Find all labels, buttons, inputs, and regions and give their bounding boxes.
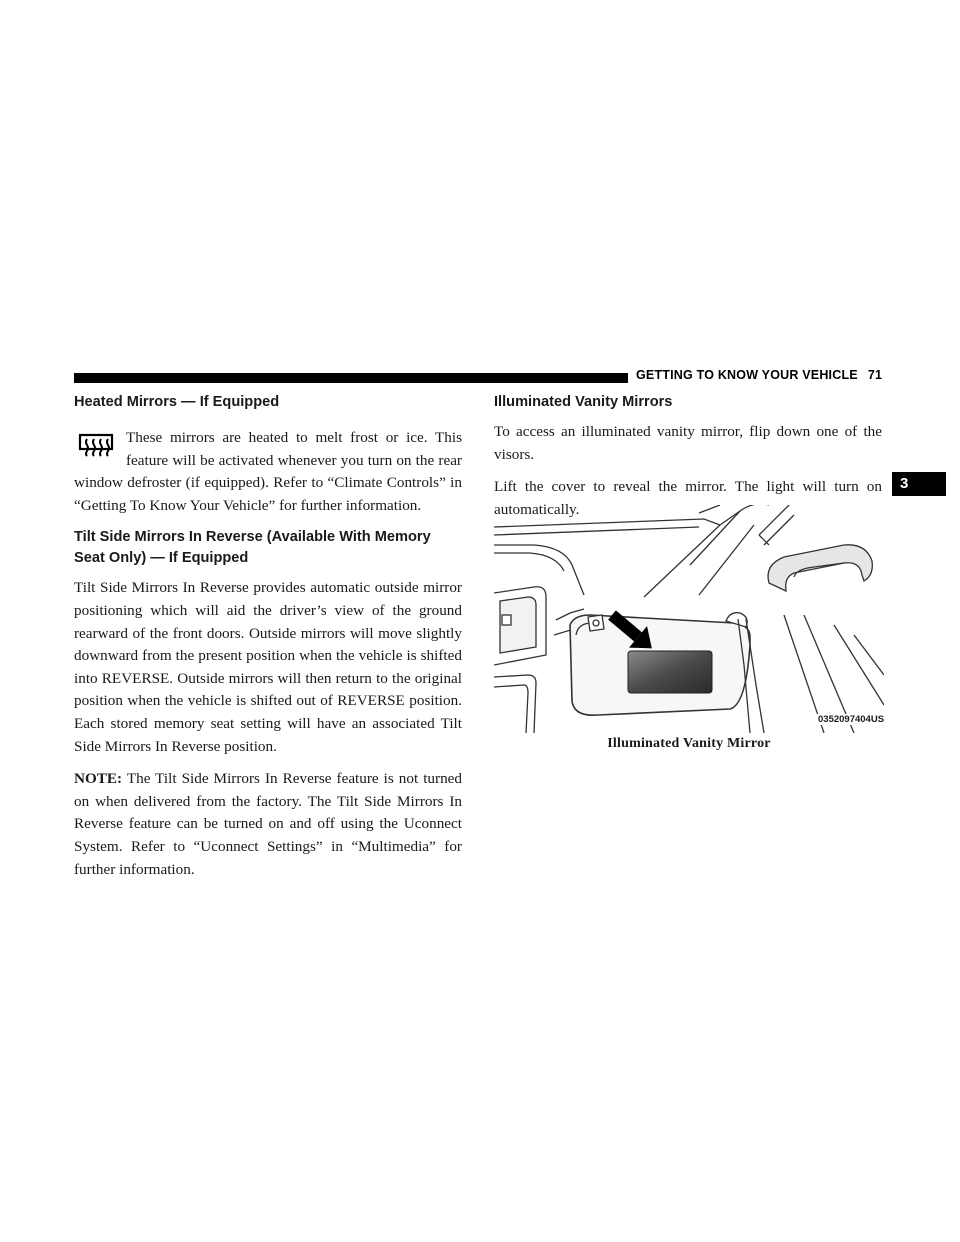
note-text: The Tilt Side Mirrors In Reverse feature is not turned on when delivered from the factory. The Tilt Side Mirrors In Reverse feature can be turned on and off using the Uconnect System. Refer to “Uconnect Settings” in “Multimedia” for further information. xyxy=(74,770,462,878)
heated-mirrors-block xyxy=(74,427,462,517)
page-number: 71 xyxy=(867,368,883,382)
heated-mirrors-heading: Heated Mirrors — If Equipped xyxy=(74,394,280,410)
tilt-mirrors-text: Tilt Side Mirrors In Reverse provides automatic outside mirror positioning which will aid the driver’s view of the ground rearward of the front doors. Outside mirrors will move slightly downward from the present position when the vehicle is shifted into REVERSE. Outside mirrors will then return to the original position when the vehicle is shifted out of REVERSE position. Each stored memory seat setting will have an associated Tilt Side Mirrors In Reverse position. xyxy=(74,579,462,755)
vanity-text-2: Lift the cover to reveal the mirror. The light will turn on automatically. xyxy=(494,478,882,518)
vanity-text-1: To access an illuminated vanity mirror, flip down one of the visors. xyxy=(494,423,882,463)
running-header xyxy=(636,368,882,382)
vanity-mirrors-heading: Illuminated Vanity Mirrors xyxy=(494,394,673,410)
heated-mirrors-text: These mirrors are heated to melt frost or ice. This feature will be activated whenever you turn on the rear window defroster (if equipped). Refer to “Climate Controls” in “Getting To Know Your Vehicle” for further information. xyxy=(74,429,462,514)
rear-defroster-icon xyxy=(78,433,114,457)
figure-caption: Illuminated Vanity Mirror xyxy=(607,736,771,751)
section-title: GETTING TO KNOW YOUR VEHICLE xyxy=(636,368,858,382)
note-label: NOTE: xyxy=(74,770,123,788)
header-rule xyxy=(74,373,628,383)
chapter-tab: 3 xyxy=(892,472,946,496)
visor-drawing xyxy=(494,505,884,733)
tilt-mirrors-heading: Tilt Side Mirrors In Reverse (Available With Memory Seat Only) — If Equipped xyxy=(74,529,431,567)
note-paragraph xyxy=(74,768,462,881)
vanity-mirror-illustration xyxy=(494,505,884,733)
left-column xyxy=(74,392,462,891)
figure-code: 0352097404US xyxy=(818,714,885,725)
